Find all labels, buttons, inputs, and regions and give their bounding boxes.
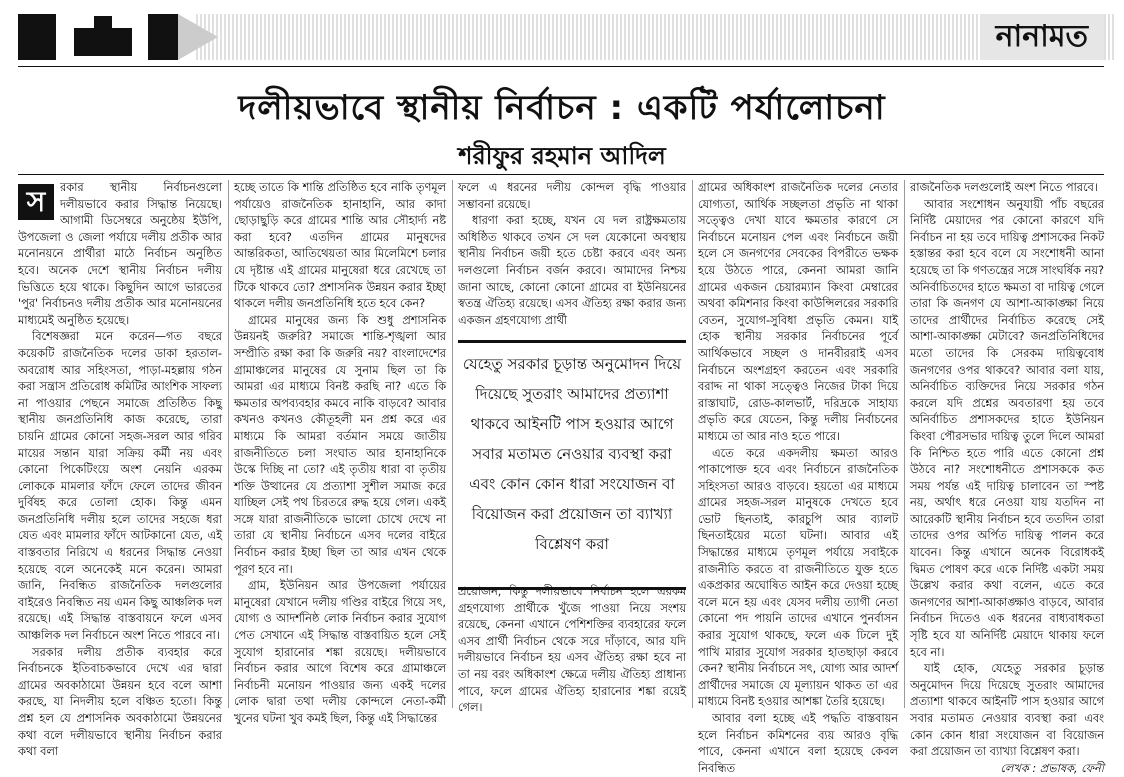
article-column-1 — [18, 180, 222, 759]
page-header — [0, 0, 1124, 72]
column-1-paragraph: সরকার দলীয় প্রতীক ব্যবহার করে নির্বাচনকে ইতিবাচকভাবে দেখে এর দ্বারা গ্রামের অবকাঠামো উন্নয়ন হবে বলে আশা করছে, যা নিদলীয় হলে বঞ্চিত হতো। কিন্তু প্রশ্ন হল যে প্রশাসনিক অবকাঠামো উন্নয়নের কথা বলে দলীয়ভাবে স্থানীয় নির্বাচন করার কথা বলা — [18, 645, 222, 759]
column-4-paragraph: এতে করে একদলীয় ক্ষমতা আরও পাকাপোক্ত হবে এবং নির্বাচনে রাজনৈতিক সহিংসতা আরও বাড়বে। হয়তো এর মাধ্যমে গ্রামের সহজ-সরল মানুষকে দেখতে হবে ভোট ছিনতাই, কারচুপি আর ব্যালট ছিনতাইয়ের মতো ঘটনা। আবার এই সিদ্ধান্তের মাধ্যমে তৃণমূল পর্যায়ে সবাইকে রাজনীতি করতে বা রাজনীতিতে যুক্ত হতে একপ্রকার অঘোষিত আইন করে দেওয়া হচ্ছে বলে মনে হয় এবং যেসব দলীয় ত্যাগী নেতা কোনো পদ পায়নি তাদের এখানে পুনর্বাসন করার সুযোগ থাকছে, ফলে এক ঢিলে দুই পাখি মারার সুযোগ সরকার হাতছাড়া করবে কেন? স্থানীয় নির্বাচনে সৎ, যোগ্য আর আদর্শ প্রার্থীদের সমাজে যে মূল্যায়ন থাকত তা এর মাধ্যমে বিনষ্ট হওয়ার আশঙ্কা তৈরি হয়েছে। — [698, 446, 898, 709]
column-3-paragraph: ধারণা করা হচ্ছে, যখন যে দল রাষ্ট্রক্ষমতায় অধিষ্ঠিত থাকবে তখন সে দল যেকোনো অবস্থায় স্থানীয় নির্বাচন জয়ী হতে চেষ্টা করবে এবং অন্য দলগুলো নির্বাচন বর্জন করবে। আমাদের নিশ্চয় জানা আছে, কোনো কোনো গ্রামের বা ইউনিয়নের স্বতন্ত্র ঐতিহ্য রয়েছে। এসব ঐতিহ্য রক্ষা করার জন্য একজন গ্রহণযোগ্য প্রার্থী — [458, 214, 686, 327]
article-column-2 — [234, 180, 446, 725]
drop-cap: স — [18, 184, 54, 220]
logo-block-left — [18, 14, 56, 60]
article-column-3-top — [458, 180, 686, 330]
header-stripe — [196, 14, 1116, 60]
column-2-paragraph: গ্রাম, ইউনিয়ন আর উপজেলা পর্যায়ের মানুষেরা যেখানে দলীয় গণ্ডির বাইরে গিয়ে সৎ, যোগ্য ও আদর্শনিষ্ঠ লোক নির্বাচন করার সুযোগ পেত সেখানে এই সিদ্ধান্ত বাস্তবায়িত হলে সেই সুযোগ হারানোর শঙ্কা রয়েছে। দলীয়ভাবে নির্বাচন করার আগে বিশেষ করে গ্রামাঞ্চলে নির্বাচনী মনোয়ন পাওয়ার জন্য একই দলের লোক দ্বারা তথা দলীয় কোন্দলে নেতা-কর্মী খুনের ঘটনা খুব কমই ছিল, কিন্তু এই সিদ্ধান্তের — [234, 579, 446, 725]
column-2-paragraph: গ্রামের মানুষের জন্য কি শুধু প্রশাসনিক উন্নয়নই জরুরি? সমাজে শান্তি-শৃঙ্খলা আর সম্প্রীতি রক্ষা করা কি জরুরি নয়? বাংলাদেশের গ্রামাঞ্চলের মানুষের যে সুনাম ছিল তা কি আমরা এর মাধ্যমে বিনষ্ট করছি না? এতে কি ক্ষমতার অপব্যবহার কমবে নাকি বাড়বে? আবার কখনও কখনও কৌতূহলী মন প্রশ্ন করে এর মাধ্যমে কি আমরা বর্তমান সময়ে জাতীয় রাজনীতিতে চলা সংঘাত আর হানাহানিকে উস্কে দিচ্ছি না তো? এই তৃতীয় ধারা বা তৃতীয় শক্তি উত্থানের যে প্রত্যাশা সুশীল সমাজ করে যাচ্ছিল সেই পথ চিরতরে রুদ্ধ হয়ে গেল। একই সঙ্গে যারা রাজনীতিকে ভালো চোখে দেখে না তারা যে স্থানীয় নির্বাচনে এসব দলের বাইরে নির্বাচন করার ইচ্ছা ছিল তা আর এখন থেকে পূরণ হবে না। — [234, 313, 446, 576]
column-4-paragraph: আবার বলা হচ্ছে এই পদ্ধতি বাস্তবায়ন হলে নির্বাচন কমিশনের ব্যয় আরও বৃদ্ধি পাবে, কেননা এখানে বলা হয়েছে কেবল নিবন্ধিত — [698, 712, 898, 775]
newspaper-logo — [18, 14, 202, 60]
logo-block-center — [74, 28, 132, 56]
article-column-5 — [910, 180, 1104, 775]
column-1-paragraph: বিশেষজ্ঞরা মনে করেন—গত বছরে কয়েকটি রাজনৈতিক দলের ডাকা হরতাল-অবরোধ আর সহিংসতা, পাড়া-মহল্লায় গঠন করা সন্ত্রাস প্রতিরোধ কমিটির আংশিক সাফল্য না পাওয়ার পেছনে সমাজে প্রতিষ্ঠিত কিছু স্থানীয় জনপ্রতিনিধি কাজ করেছে, তারা চায়নি গ্রামের কোনো সহজ-সরল আর গরিব মায়ের সন্তান যারা সক্রিয় কর্মী নয় এবং কোনো পিকেটিংয়ে অংশ নেয়নি এরকম লোককে মামলার ফাঁদে ফেলে তাদের জীবন দুর্বিষহ করে তোলা হোক। কিন্তু এমন জনপ্রতিনিধি দলীয় হলে তাদের সহজে ধরা যেত এবং মামলার ফাঁদে আটকানো যেত, এই বাস্তবতার নিরিখে এ ধরনের সিদ্ধান্ত নেওয়া হয়েছে বলে অনেকেই মনে করেন। আমরা জানি, নিবন্ধিত রাজনৈতিক দলগুলোর বাইরেও নিবন্ধিত নয় এমন কিছু আঞ্চলিক দল রয়েছে। এই সিদ্ধান্ত বাস্তবায়নে ফলে এসব আঞ্চলিক দল নির্বাচনে অংশ নিতে পারবে না। — [18, 330, 222, 643]
column-5-paragraph: রাজনৈতিক দলগুলোই অংশ নিতে পারবে। — [910, 181, 1098, 194]
pull-quote: যেহেতু সরকার চূড়ান্ত অনুমোদন দিয়ে দিয়েছে সুতরাং আমাদের প্রত্যাশা থাকবে আইনটি পাস হওয়ার আগে সবার মতামত নেওয়ার ব্যবস্থা করা এবং কোন কোন ধারা সংযোজন বা বিয়োজন করা প্রয়োজন তা ব্যাখ্যা বিশ্লেষণ করা — [458, 340, 686, 590]
article-headline: দলীয়ভাবে স্থানীয় নির্বাচন : একটি পর্যালোচনা — [238, 88, 886, 128]
section-label: নানামত — [980, 14, 1104, 60]
header-rule — [18, 66, 1104, 67]
logo-arrow-icon — [178, 14, 218, 60]
column-5-paragraph: যাই হোক, যেহেতু সরকার চূড়ান্ত অনুমোদন দিয়ে দিয়েছে সুতরাং আমাদের প্রত্যাশা থাকবে আইনটি পাস হওয়ার আগে সবার মতামত নেওয়ার ব্যবস্থা করা এবং কোন কোন ধারা সংযোজন বা বিয়োজন করা প্রয়োজন তা ব্যাখ্যা বিশ্লেষণ করা। — [910, 662, 1104, 759]
column-3-paragraph: প্রয়োজন, কিন্তু দলীয়ভাবে নির্বাচন হলে এরকম গ্রহণযোগ্য প্রার্থীকে খুঁজে পাওয়া নিয়ে সংশয় রয়েছে, কেননা এখানে পেশিশক্তির ব্যবহারের ফলে এসব প্রার্থী নির্বাচন থেকে সরে দাঁড়াবে, আর যদি দলীয়ভাবে নির্বাচন হয় এসব ঐতিহ্য রক্ষা হবে না তা নয় বরং অধিকাংশ ক্ষেত্রে দলীয় ঐতিহ্য প্রাধান্য পাবে, ফলে গ্রামের ঐতিহ্য হারানোর শঙ্কা রয়েই গেল। — [458, 585, 686, 715]
byline-rule — [18, 174, 1104, 175]
article-column-4 — [698, 180, 898, 775]
column-3-paragraph: ফলে এ ধরনের দলীয় কোন্দল বৃদ্ধি পাওয়ার সম্ভাবনা রয়েছে। — [458, 181, 686, 211]
column-divider — [452, 180, 453, 708]
column-divider — [692, 180, 693, 708]
article-column-3-bottom — [458, 584, 686, 715]
column-1-paragraph: রকার স্থানীয় নির্বাচনগুলো দলীয়ভাবে করার সিদ্ধান্ত নিয়েছে। আগামী ডিসেম্বরে অনুষ্ঠেয় ইউপি, উপজেলা ও জেলা পর্যায়ে দলীয় প্রতীক আর মনোনয়নে প্রার্থীরা মাঠে নির্বাচন অনুষ্ঠিত হবে। অনেক দেশে স্থানীয় নির্বাচন দলীয় ভিত্তিতে হয়ে থাকে। কিছুদিন আগে ভারতের 'পুর' নির্বাচনও দলীয় প্রতীক আর মনোনয়নের মাধ্যমেই অনুষ্ঠিত হয়েছে। — [18, 181, 222, 327]
author-signoff: লেখক : প্রভাষক, ফেনী — [1000, 761, 1104, 775]
column-2-paragraph: হচ্ছে তাতে কি শান্তি প্রতিষ্ঠিত হবে নাকি তৃণমূল পর্যায়েও রাজনৈতিক হানাহানি, আর কাদা ছোড়াছুড়ি করে গ্রামের শান্তি আর সৌহার্দ্য নষ্ট করা হবে? এতদিন গ্রামের মানুষদের আন্তরিকতা, আতিথেয়তা আর মিলেমিশে চলার যে দৃষ্টান্ত এই গ্রামের মানুষেরা ধরে রেখেছে তা টিকে থাকবে তো? প্রশাসনিক উন্নয়ন করার ইচ্ছা থাকলে দলীয় জনপ্রতিনিধি হতে হবে কেন? — [234, 181, 446, 311]
column-4-paragraph: গ্রামের অধিকাংশ রাজনৈতিক দলের নেতার যোগ্যতা, আর্থিক সচ্ছলতা প্রভৃতি না থাকা সত্ত্বেও দেখা যাবে ক্ষমতার কারণে সে নির্বাচনে মনোয়ন পেল এবং নির্বাচনে জয়ী হলে সে জনগণের সেবকের বিপরীতে ভক্ষক হয়ে উঠতে পারে, কেননা আমরা জানি গ্রামের একজন চেয়ারম্যান কিংবা মেম্বারের অথবা কমিশনার কিংবা কাউন্সিলরের সরকারি বেতন, সুযোগ-সুবিধা প্রভৃতি কেমন। যাই হোক স্থানীয় সরকার নির্বাচনের পূর্বে আর্থিকভাবে সচ্ছল ও দানবীররাই এসব নির্বাচনে অংশগ্রহণ করতেন এবং সরকারি বরাদ্দ না থাকা সত্ত্বেও নিজের টাকা দিয়ে রাস্তাঘাট, রোড-কালভার্ট, দরিদ্রকে সাহায্য প্রভৃতি করে যেতেন, কিন্তু দলীয় নির্বাচনের মাধ্যমে তা আর নাও হতে পারে। — [698, 181, 898, 443]
column-divider — [904, 180, 905, 708]
column-divider — [228, 180, 229, 708]
article-byline: শরীফুর রহমান আদিল — [458, 142, 666, 170]
column-5-paragraph: আবার সংশোধন অনুযায়ী পাঁচ বছরের নির্দিষ্ট মেয়াদের পর কোনো কারণে যদি নির্বাচন না হয় তবে দায়িত্ব প্রশাসকের নিকট হস্তান্তর করা হবে বলে যে সংশোধনী আনা হয়েছে তা কি গণতন্ত্রের সঙ্গে সাংঘর্ষিক নয়? অনির্বাচিতদের হাতে ক্ষমতা বা দায়িত্ব গেলে তারা কি জনগণ যে আশা-আকাঙ্ক্ষা নিয়ে তাদের প্রার্থীদের নির্বাচিত করেছে সেই আশা-আকাঙ্ক্ষা মেটাবে? জনপ্রতিনিধিদের মতো তাদের কি সেরকম দায়িত্ববোধ জনগণের ওপর থাকবে? আবার বলা যায়, অনির্বাচিত ব্যক্তিদের নিয়ে সরকার গঠন করলে যদি প্রশ্নের অবতারণা হয় তবে অনির্বাচিত প্রশাসকদের হাতে ইউনিয়ন কিংবা পৌরসভার দায়িত্ব তুলে দিলে আমরা কি নিশ্চিত হতে পারি এতে কোনো প্রশ্ন উঠবে না? সংশোধনীতে প্রশাসককে কত সময় পর্যন্ত এই দায়িত্ব চালাবেন তা স্পষ্ট নয়, অর্থাৎ ধরে নেওয়া যায় যতদিন না আরেকটি স্থানীয় নির্বাচন হবে ততদিন তারা তাদের ওপর অর্পিত দায়িত্ব পালন করে যাবেন। কিন্তু এখানে অনেক বিরোধকই দ্বিমত পোষণ করে একে নির্দিষ্ট একটা সময় উল্লেখ করার কথা বলেন, এতে করে জনগণের আশা-আকাঙ্ক্ষাও বাড়বে, আবার নির্বাচন দিতেও এক ধরনের বাধ্যবাধকতা সৃষ্টি হবে যা অনির্দিষ্ট মেয়াদে থাকায় ফলে হবে না। — [910, 197, 1104, 659]
logo-block-right — [148, 14, 178, 60]
